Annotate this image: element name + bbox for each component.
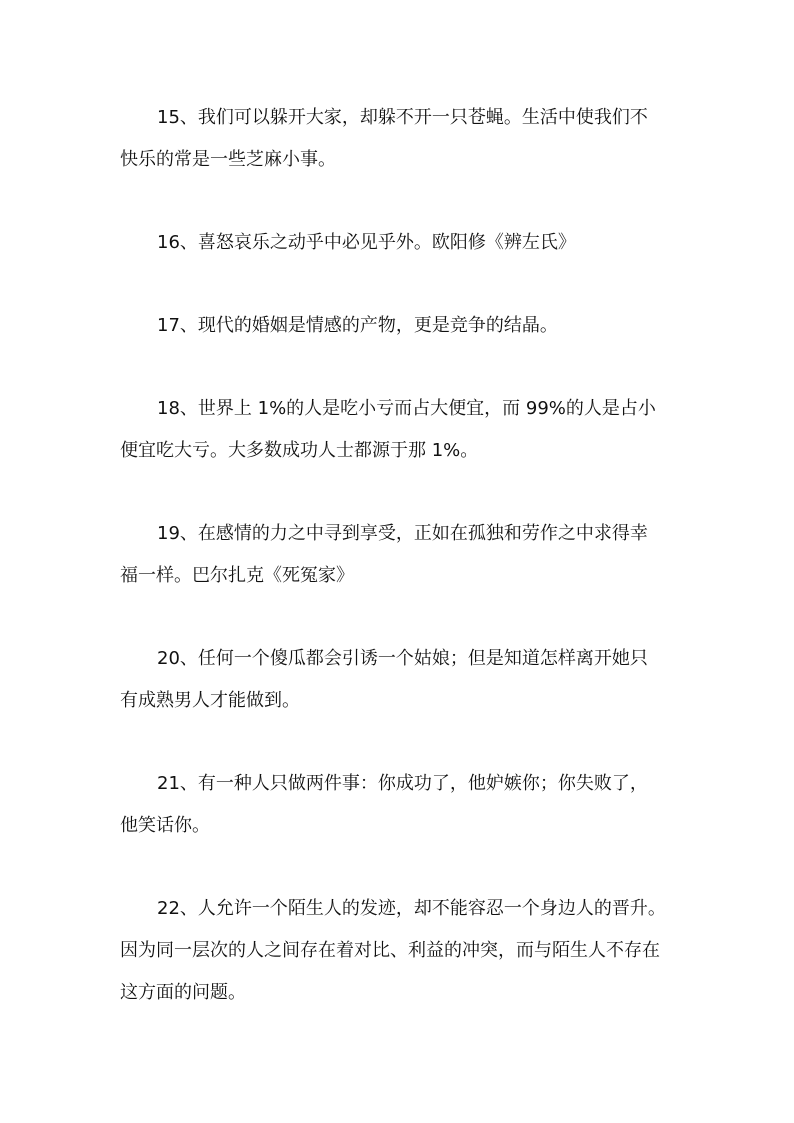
- quote-20: [120, 638, 680, 722]
- quote-line: 福一样。巴尔扎克《死冤家》: [120, 565, 354, 586]
- quote-21: [120, 763, 680, 847]
- quote-line: 有成熟男人才能做到。: [120, 690, 300, 711]
- quote-22: [120, 888, 680, 1014]
- quote-line: 22、人允许一个陌生人的发迹，却不能容忍一个身边人的晋升。: [157, 898, 666, 919]
- quote-15: [120, 97, 680, 181]
- quote-line: 因为同一层次的人之间存在着对比、利益的冲突，而与陌生人不存在: [120, 940, 660, 961]
- quote-16: [120, 222, 680, 264]
- quote-line: 17、现代的婚姻是情感的产物，更是竞争的结晶。: [157, 315, 558, 336]
- quote-17: [120, 305, 680, 347]
- quote-19: [120, 513, 680, 597]
- quote-line: 快乐的常是一些芝麻小事。: [120, 149, 336, 170]
- quote-line: 便宜吃大亏。大多数成功人士都源于那 1%。: [120, 440, 479, 461]
- quote-line: 21、有一种人只做两件事：你成功了，他妒嫉你；你失败了，: [157, 773, 648, 794]
- quote-line: 19、在感情的力之中寻到享受，正如在孤独和劳作之中求得幸: [157, 523, 648, 544]
- quote-line: 18、世界上 1%的人是吃小亏而占大便宜，而 99%的人是占小: [157, 398, 656, 419]
- quote-line: 20、任何一个傻瓜都会引诱一个姑娘；但是知道怎样离开她只: [157, 648, 648, 669]
- quote-line: 15、我们可以躲开大家，却躲不开一只苍蝇。生活中使我们不: [157, 107, 648, 128]
- quote-line: 他笑话你。: [120, 815, 210, 836]
- quote-18: [120, 388, 680, 472]
- quote-line: 这方面的问题。: [120, 982, 246, 1003]
- quote-line: 16、喜怒哀乐之动乎中必见乎外。欧阳修《辨左氏》: [157, 232, 576, 253]
